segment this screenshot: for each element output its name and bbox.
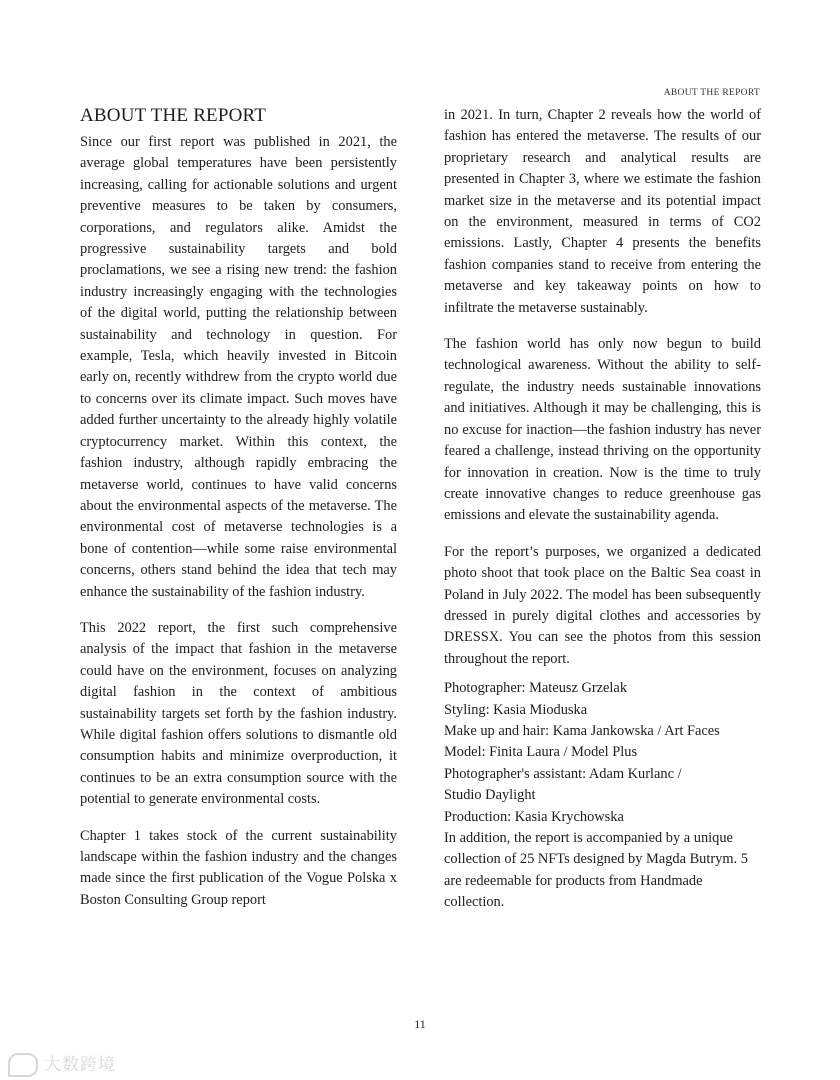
credit-production: Production: Kasia Krychowska bbox=[444, 808, 624, 825]
right-column bbox=[444, 105, 761, 914]
watermark bbox=[8, 1050, 116, 1077]
running-header: ABOUT THE REPORT bbox=[663, 88, 760, 98]
credit-photographer: Photographer: Mateusz Grzelak bbox=[444, 680, 628, 697]
credit-studio: Studio Daylight bbox=[444, 787, 536, 804]
left-column bbox=[80, 104, 397, 926]
paragraph-photo-shoot: For the report’s purposes, we organized a dedicated photo shoot that took place on the Baltic Sea coast in Poland in July 2022. The model has been subsequently dressed in purely digital clothes and accessories by DRESSX. You can see the photos from this session throughout the report. bbox=[444, 543, 761, 667]
credit-photographer-assistant: Photographer's assistant: Adam Kurlanc / bbox=[444, 765, 682, 782]
watermark-logo-icon bbox=[8, 1053, 38, 1077]
credit-styling: Styling: Kasia Mioduska bbox=[444, 701, 588, 718]
credit-model: Model: Finita Laura / Model Plus bbox=[444, 744, 638, 761]
paragraph-chapter-1: Chapter 1 takes stock of the current sustainability landscape within the fashion industry and the changes made since the first publication of the Vogue Polska x Boston Consulting Group report bbox=[80, 827, 397, 908]
paragraph-technological-awareness: The fashion world has only now begun to build technological awareness. Without the ability to self-regulate, the industry needs sustainable innovations and initiatives. Although it may be challenging, this is no excuse for inaction—the fashion industry has never feared a challenge, instead thriving on the opportunity for innovation in creation. Now is the time to truly create innovative changes to reduce greenhouse gas emissions and elevate the sustainability agenda. bbox=[444, 336, 761, 524]
paragraph-2022-report: This 2022 report, the first such comprehensive analysis of the impact that fashion in the metaverse could have on the environment, focuses on analyzing digital fashion in the context of ambitious sustainability targets set forth by the fashion industry. While digital fashion offers solutions to dismantle old consumption habits and minimize overproduction, it continues to be an extra consumption source with the potential to generate environmental costs. bbox=[80, 619, 397, 808]
watermark-text: 大数跨境 bbox=[44, 1055, 116, 1075]
page-number: 11 bbox=[414, 1017, 426, 1031]
nft-note: In addition, the report is accompanied by a unique collection of 25 NFTs designed by Magda Butrym. 5 are redeemable for products from Handmade collection. bbox=[444, 830, 748, 911]
section-title: ABOUT THE REPORT bbox=[80, 105, 267, 126]
credit-makeup-hair: Make up and hair: Kama Jankowska / Art Faces bbox=[444, 722, 720, 739]
paragraph-intro: Since our first report was published in 2021, the average global temperatures have been persistently increasing, calling for actionable solutions and urgent preventive measures to be taken by consumers, corporations, and regulators alike. Amidst the progressive sustainability targets and bold proclamations, we see a rising new trend: the fashion industry increasingly engaging with the technologies of the digital world, putting the relationship between sustainability and technology in question. For example, Tesla, which heavily invested in Bitcoin early on, recently withdrew from the crypto world due to concerns over its climate impact. Such moves have added further uncertainty to the already highly volatile cryptocurrency market. Within this context, the fashion industry, although rapidly embracing the metaverse world, continues to have valid concerns about the environmental aspects of the metaverse. The environmental cost of metaverse technologies is a bone of contention—while some raise environmental concerns, others stand behind the idea that tech may enhance the sustainability of the fashion industry. bbox=[80, 134, 397, 600]
paragraph-chapters-overview: in 2021. In turn, Chapter 2 reveals how the world of fashion has entered the metaverse. The results of our proprietary research and analytical results are presented in Chapter 3, where we estimate the fashion market size in the metaverse and its potential impact on the environment, measured in terms of CO2 emissions. Lastly, Chapter 4 presents the benefits fashion companies stand to receive from entering the metaverse and key takeaway points on how to infiltrate the metaverse sustainably. bbox=[444, 107, 761, 316]
credits-list bbox=[444, 678, 761, 828]
